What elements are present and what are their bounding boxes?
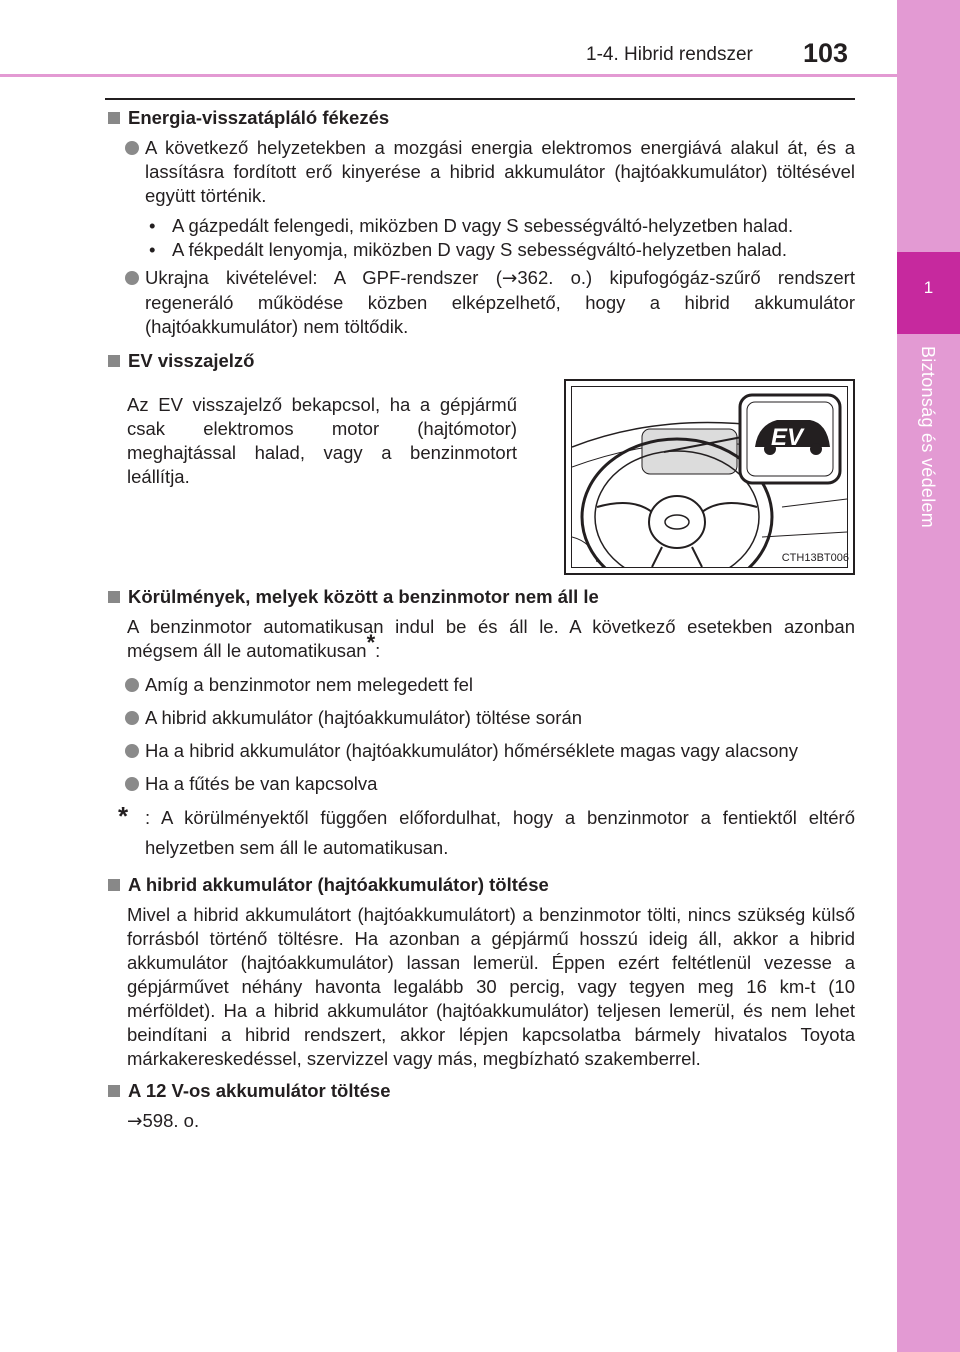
- page-ref-arrow-icon: →: [501, 268, 518, 289]
- top-rule: [105, 98, 855, 100]
- steering-wheel-illustration: [572, 387, 847, 567]
- page-number: 103: [803, 38, 849, 68]
- regen-heading: Energia-visszatápláló fékezés: [105, 106, 855, 130]
- bullet-dot-icon: [125, 744, 139, 758]
- heading-square-icon: [108, 355, 120, 367]
- bullet-dot-icon: [125, 141, 139, 155]
- battery12-ref: [127, 1109, 855, 1134]
- conditions-intro: A benzinmotor automatikusan indul be és áll le. A következő esetekben azonban mégsem áll le automatikusan*:: [127, 616, 855, 661]
- bullet-dot-icon: [125, 777, 139, 791]
- condition-item: Ha a hibrid akkumulátor (hajtóakkumulátor) hőmérséklete magas vagy alacsony: [105, 739, 855, 763]
- figure-code: CTH13BT006: [781, 552, 849, 564]
- ev-description: Az EV visszajelző bekapcsol, ha a gépjármű csak elektromos motor (hajtómotor) meghajtással halad, vagy a benzinmotort leállítja.: [127, 394, 517, 487]
- battery12-page-link[interactable]: 598. o.: [142, 1110, 200, 1131]
- bullet-dot-icon: [125, 678, 139, 692]
- heading-square-icon: [108, 879, 120, 891]
- bullet-dot-icon: [125, 271, 139, 285]
- chapter-label: Biztonság és védelem: [918, 346, 938, 529]
- regen-sub-item: • A gázpedált felengedi, miközben D vagy S sebességváltó-helyzetben halad.: [149, 215, 794, 236]
- conditions-heading: Körülmények, melyek között a benzinmotor nem áll le: [105, 585, 855, 609]
- page-ref-arrow-icon: →: [127, 1111, 143, 1132]
- section-title: 1-4. Hibrid rendszer: [586, 44, 753, 65]
- ev-indicator-figure: [564, 379, 855, 575]
- regen-sub-item: • A fékpedált lenyomja, miközben D vagy S sebességváltó-helyzetben halad.: [149, 239, 787, 260]
- footnote-star-marker: *: [118, 801, 129, 831]
- sub-bullet-icon: •: [149, 215, 156, 236]
- condition-item: Ha a fűtés be van kapcsolva: [105, 772, 855, 796]
- header-divider: [0, 74, 897, 77]
- conditions-footnote: * : A körülményektől függően előfordulhat, hogy a benzinmotor a fentiektől eltérő helyzetben sem áll le automatikusan.: [118, 801, 855, 858]
- condition-item: A hibrid akkumulátor (hajtóakkumulátor) töltése során: [105, 706, 855, 730]
- ev-heading: EV visszajelző: [105, 349, 855, 373]
- page-content: [105, 106, 855, 1141]
- bullet-dot-icon: [125, 711, 139, 725]
- regen-bullet: A következő helyzetekben a mozgási energia elektromos energiává alakul át, és a lassításra fordított erő kinyerése a hibrid akkumulátor (hajtóakkumulátor) töltésével együtt történik.: [105, 136, 855, 208]
- heading-square-icon: [108, 1085, 120, 1097]
- heading-square-icon: [108, 591, 120, 603]
- gpf-page-link[interactable]: 362. o.) kipufogógáz-szűrő rendszert regeneráló működése közben elképzelhető, hogy a hibrid akkumulátor (hajtóakkumulátor) nem töltődik.: [145, 267, 855, 337]
- battery12-heading: A 12 V-os akkumulátor töltése: [105, 1079, 855, 1103]
- footnote-star: *: [366, 629, 376, 655]
- ev-row: [105, 379, 855, 575]
- charging-heading: A hibrid akkumulátor (hajtóakkumulátor) töltése: [105, 873, 855, 897]
- chapter-side-tab[interactable]: [897, 0, 960, 1352]
- sub-bullet-icon: •: [149, 239, 156, 260]
- heading-square-icon: [108, 112, 120, 124]
- condition-item: Amíg a benzinmotor nem melegedett fel: [105, 673, 855, 697]
- dashboard-illustration: [571, 386, 848, 568]
- ev-indicator-label: EV: [771, 424, 804, 451]
- charging-text: Mivel a hibrid akkumulátort (hajtóakkumulátort) a benzinmotor tölti, nincs szükség külső forrásból történő töltésre. Ha azonban a gépjármű hosszú ideig áll, akkor a hibrid akkumulátor (hajtóakkumulátor) lassan lemerül. Éppen ezért feltétlenül vezesse a gépjárművet néhány havonta legalább 30 percig, vagy tegyen meg 16 km-t (10 mérföldet). Ha a hibrid akkumulátor (hajtóakkumulátor) teljesen lemerül, és nem lehet beindítani a hibrid rendszert, akkor lépjen kapcsolatba bármely hivatalos Toyota márkakereskedéssel, szervizzel vagy más, megbízható szakemberrel.: [127, 904, 855, 1069]
- chapter-number: 1: [923, 278, 934, 297]
- gpf-bullet: Ukrajna kivételével: A GPF-rendszer (→362. o.) kipufogógáz-szűrő rendszert regeneráló működése közben elképzelhető, hogy a hibrid akkumulátor (hajtóakkumulátor) nem töltődik.: [105, 266, 855, 339]
